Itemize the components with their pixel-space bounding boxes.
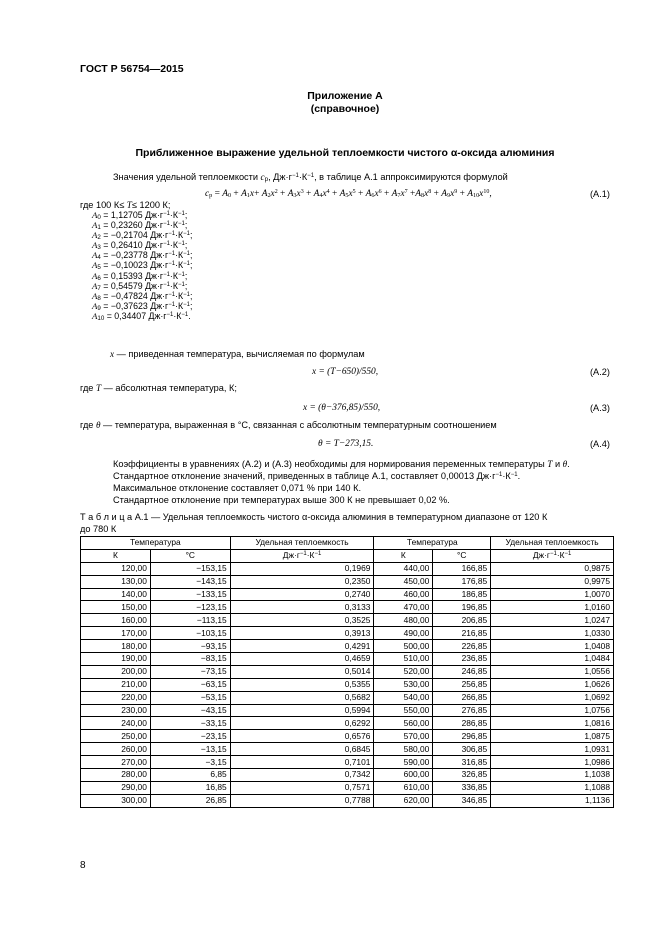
cell-temp-k-right: 470,00 [374, 601, 433, 614]
table-row [81, 562, 614, 575]
note-line-4: Стандартное отклонение при температурах выше 300 К не превышает 0,02 %. [113, 495, 450, 505]
cell-cp-left: 0,2740 [230, 588, 374, 601]
section-title: Приближенное выражение удельной теплоемкости чистого α-оксида алюминия [135, 147, 555, 159]
coefficient-end: ; [184, 220, 188, 231]
coefficient-index: 1 [97, 224, 101, 232]
range-post: ≤ 1200 К; [131, 200, 171, 210]
coefficient-end: ; [184, 280, 188, 291]
cell-temp-k-left: 290,00 [81, 781, 151, 794]
cell-temp-c-left: −103,15 [150, 627, 230, 640]
x-def-var: x [110, 349, 115, 359]
cell-temp-k-left: 230,00 [81, 704, 151, 717]
equation-a1-number: (А.1) [590, 189, 610, 199]
cell-cp-left: 0,7342 [230, 769, 374, 782]
cell-cp-left: 0,5014 [230, 665, 374, 678]
coefficient-row [92, 291, 192, 301]
coefficient-value: = 0,23260 Дж·г [100, 220, 164, 231]
equation-a3-number: (А.3) [590, 403, 610, 413]
cell-temp-k-left: 280,00 [81, 769, 151, 782]
coefficient-row [92, 230, 192, 240]
coefficient-end: ; [189, 260, 193, 271]
coefficient-row [92, 301, 192, 311]
cell-cp-left: 0,6576 [230, 730, 374, 743]
cell-temp-k-left: 300,00 [81, 794, 151, 807]
coefficient-row [92, 311, 192, 321]
cell-cp-right: 1,0756 [491, 704, 614, 717]
cell-temp-c-right: 226,85 [433, 640, 491, 653]
coefficient-value: = −0,47824 Дж·г [100, 290, 169, 301]
coefficient-unit-sup2: −1 [177, 241, 185, 248]
cell-temp-k-right: 520,00 [374, 665, 433, 678]
note1-and: и [552, 459, 563, 469]
coefficient-value: = 0,26410 Дж·г [100, 240, 164, 251]
th-unit-c-left: °С [150, 549, 230, 562]
cell-temp-c-right: 336,85 [433, 781, 491, 794]
cell-temp-k-right: 450,00 [374, 575, 433, 588]
coefficient-name: A [92, 300, 98, 311]
cell-temp-c-right: 286,85 [433, 717, 491, 730]
coefficient-name: A [92, 240, 98, 251]
table-row [81, 614, 614, 627]
coefficient-index: 0 [97, 214, 101, 221]
cell-temp-c-right: 256,85 [433, 678, 491, 691]
cell-temp-k-left: 240,00 [81, 717, 151, 730]
coefficient-unit-sup: −1 [168, 301, 176, 308]
cell-cp-right: 1,0626 [491, 678, 614, 691]
coefficient-unit-sup: −1 [168, 231, 176, 238]
appendix-title: Приложение А [307, 90, 383, 102]
cell-cp-right: 1,0931 [491, 743, 614, 756]
cell-temp-c-left: −33,15 [150, 717, 230, 730]
coefficient-end: ; [184, 270, 188, 281]
coefficient-index: 5 [97, 264, 101, 272]
cell-temp-c-left: −133,15 [150, 588, 230, 601]
coefficient-list [92, 210, 192, 321]
intro-pre: Значения удельной теплоемкости [113, 172, 261, 182]
cell-cp-right: 1,0692 [491, 691, 614, 704]
intro-mid: , Дж·г [268, 172, 292, 182]
intro-paragraph [113, 172, 508, 183]
cell-temp-c-left: −93,15 [150, 640, 230, 653]
coefficient-value: = 1,12705 Дж·г [100, 210, 164, 220]
range-var: T [126, 200, 132, 210]
cell-temp-k-right: 490,00 [374, 627, 433, 640]
range-pre: где 100 К≤ [80, 200, 127, 210]
coefficient-unit-k: ·К [175, 260, 184, 271]
cell-temp-k-right: 530,00 [374, 678, 433, 691]
cell-temp-c-left: −3,15 [150, 756, 230, 769]
note2-sup: −1 [495, 472, 503, 478]
coefficient-unit-sup: −1 [163, 281, 170, 288]
equation-a4: θ = T−273,15. [318, 439, 374, 449]
intro-sup2: −1 [307, 173, 315, 179]
cell-temp-c-left: −113,15 [150, 614, 230, 627]
cell-cp-left: 0,7101 [230, 756, 374, 769]
t-def-var: T [95, 383, 102, 393]
cell-cp-right: 1,0484 [491, 653, 614, 666]
cell-temp-k-right: 570,00 [374, 730, 433, 743]
cell-temp-k-right: 550,00 [374, 704, 433, 717]
coefficient-unit-sup2: −1 [177, 221, 185, 228]
coefficient-unit-sup: −1 [163, 271, 170, 278]
cell-temp-c-right: 166,85 [433, 562, 491, 575]
cell-temp-c-left: −143,15 [150, 575, 230, 588]
th-cp-left: Удельная теплоемкость [230, 537, 374, 550]
cell-cp-right: 0,9975 [491, 575, 614, 588]
cell-temp-c-left: −123,15 [150, 601, 230, 614]
coefficient-unit-k: ·К [169, 240, 178, 251]
coefficient-value: = 0,15393 Дж·г [100, 270, 164, 281]
coefficient-unit-sup2: −1 [183, 231, 190, 238]
cell-cp-left: 0,4659 [230, 653, 374, 666]
table-row [81, 601, 614, 614]
cell-cp-left: 0,1969 [230, 562, 374, 575]
x-definition [110, 349, 365, 360]
cell-temp-k-left: 180,00 [81, 640, 151, 653]
cell-temp-c-left: −53,15 [150, 691, 230, 704]
unit-cp-sup: −1 [299, 551, 307, 558]
theta-def-pre: где [80, 420, 96, 430]
unit-cp-text: Дж·г [282, 550, 300, 561]
cell-cp-right: 1,0986 [491, 756, 614, 769]
cell-temp-c-right: 246,85 [433, 665, 491, 678]
table-row [81, 627, 614, 640]
note1-end: . [567, 459, 570, 469]
coefficient-name: A [92, 230, 98, 241]
cell-cp-right: 1,0070 [491, 588, 614, 601]
note-line-1 [113, 459, 570, 470]
cell-temp-c-left: 26,85 [150, 794, 230, 807]
theta-def-post: — температура, выраженная в °С, связанная с абсолютным температурным соотношением [100, 420, 497, 430]
cell-temp-k-left: 210,00 [81, 678, 151, 691]
cell-temp-k-right: 560,00 [374, 717, 433, 730]
coefficient-unit-k: ·К [169, 270, 178, 281]
coefficient-name: A [92, 270, 98, 281]
coefficient-unit-sup2: −1 [183, 261, 190, 268]
th-temperature-right: Температура [374, 537, 491, 550]
coefficient-index: 4 [97, 254, 101, 262]
heat-capacity-table [80, 536, 614, 808]
cell-temp-c-right: 196,85 [433, 601, 491, 614]
cell-cp-left: 0,6292 [230, 717, 374, 730]
coefficient-unit-sup2: −1 [177, 271, 185, 278]
table-row [81, 743, 614, 756]
coefficient-name: A [92, 280, 98, 291]
cell-temp-c-left: −23,15 [150, 730, 230, 743]
page-number: 8 [80, 860, 86, 871]
cell-temp-k-left: 140,00 [81, 588, 151, 601]
table-body [81, 562, 614, 807]
table-row [81, 678, 614, 691]
th-unit-k-right: К [374, 549, 433, 562]
table-row [81, 575, 614, 588]
coefficient-row [92, 240, 192, 250]
cell-temp-c-right: 296,85 [433, 730, 491, 743]
coefficient-index: 7 [97, 284, 101, 292]
coefficient-unit-k: ·К [175, 230, 184, 241]
cell-cp-right: 1,1088 [491, 781, 614, 794]
coefficient-unit-sup2: −1 [177, 281, 185, 288]
cell-temp-k-right: 620,00 [374, 794, 433, 807]
th-unit-k-left: К [81, 549, 151, 562]
cell-temp-k-left: 190,00 [81, 653, 151, 666]
cell-cp-right: 1,1136 [491, 794, 614, 807]
note2-text: Стандартное отклонение значений, приведенных в таблице А.1, составляет 0,00013 Дж·г [113, 471, 496, 481]
coefficient-row [92, 271, 192, 281]
cell-temp-k-right: 460,00 [374, 588, 433, 601]
equation-a3: x = (θ−376,85)/550, [303, 403, 381, 413]
note2-k: ·К [502, 471, 511, 481]
coefficient-row [92, 220, 192, 230]
unit-cp-k: ·К [306, 550, 315, 561]
cell-temp-k-left: 120,00 [81, 562, 151, 575]
cell-cp-left: 0,7788 [230, 794, 374, 807]
cell-temp-k-right: 590,00 [374, 756, 433, 769]
coefficient-unit-k: ·К [169, 210, 178, 220]
equation-a1: $c_p = A_0 + A_1x+ A_2x^2 + A_3x^3 + A_4x^4 + A_5x^5 + A_6x^6 + A_7x^7 +A_8x^8 + A_9x^9 + A_{10}x^{10}$, [205, 189, 492, 199]
coefficient-unit-sup2: −1 [183, 301, 190, 308]
theta-definition [80, 420, 497, 431]
th-unit-c-right: °С [433, 549, 491, 562]
coefficient-end: ; [189, 290, 193, 301]
unit-cp-sup2: −1 [564, 551, 572, 558]
cell-temp-c-left: 6,85 [150, 769, 230, 782]
coefficient-value: = −0,21704 Дж·г [100, 230, 169, 241]
coefficient-value: = 0,34407 Дж·г [104, 310, 167, 321]
cell-cp-right: 1,0875 [491, 730, 614, 743]
table-row [81, 704, 614, 717]
cell-cp-left: 0,3133 [230, 601, 374, 614]
coefficient-value: = −0,37623 Дж·г [100, 300, 169, 311]
cell-cp-right: 1,0247 [491, 614, 614, 627]
t-definition [80, 383, 237, 394]
coefficient-unit-k: ·К [175, 300, 184, 311]
note2-end: . [517, 471, 521, 481]
unit-cp-sup: −1 [549, 551, 557, 558]
coefficient-unit-k: ·К [175, 250, 184, 261]
coefficient-index: 3 [97, 244, 101, 252]
cell-temp-k-left: 270,00 [81, 756, 151, 769]
cell-temp-c-right: 306,85 [433, 743, 491, 756]
cell-temp-k-left: 260,00 [81, 743, 151, 756]
cell-cp-left: 0,3525 [230, 614, 374, 627]
cell-temp-c-right: 216,85 [433, 627, 491, 640]
cell-temp-c-right: 316,85 [433, 756, 491, 769]
cell-cp-left: 0,2350 [230, 575, 374, 588]
coefficient-unit-sup: −1 [168, 291, 176, 298]
th-unit-cp-right [491, 549, 614, 562]
coefficient-unit-sup: −1 [163, 211, 170, 217]
coefficient-unit-sup2: −1 [177, 211, 185, 217]
cell-cp-left: 0,5682 [230, 691, 374, 704]
intro-var-sub: p [264, 176, 269, 183]
cell-temp-c-left: −13,15 [150, 743, 230, 756]
cell-temp-c-left: −73,15 [150, 665, 230, 678]
appendix-heading [80, 90, 610, 116]
coefficient-row [92, 260, 192, 270]
unit-cp-text: Дж·г [532, 550, 550, 561]
cell-temp-c-right: 346,85 [433, 794, 491, 807]
cell-cp-left: 0,7571 [230, 781, 374, 794]
x-def-text: — приведенная температура, вычисляемая по формулам [114, 349, 365, 359]
coefficient-unit-k: ·К [175, 290, 184, 301]
cell-temp-k-left: 150,00 [81, 601, 151, 614]
coefficient-unit-sup: −1 [168, 261, 176, 268]
cell-temp-c-left: 16,85 [150, 781, 230, 794]
coefficient-unit-sup: −1 [163, 221, 170, 228]
cell-temp-c-right: 266,85 [433, 691, 491, 704]
table-row [81, 794, 614, 807]
cell-cp-left: 0,4291 [230, 640, 374, 653]
cell-temp-k-right: 610,00 [374, 781, 433, 794]
cell-temp-k-right: 600,00 [374, 769, 433, 782]
coefficient-unit-sup: −1 [166, 311, 174, 318]
coefficient-value: = −0,10023 Дж·г [100, 260, 169, 271]
cell-temp-k-right: 540,00 [374, 691, 433, 704]
table-row [81, 730, 614, 743]
coefficient-index: 2 [97, 234, 101, 242]
coefficient-end: . [188, 310, 191, 321]
cell-cp-right: 1,0556 [491, 665, 614, 678]
th-cp-right: Удельная теплоемкость [491, 537, 614, 550]
coefficient-name: A [92, 220, 98, 231]
coefficient-end: ; [189, 230, 193, 241]
cell-temp-k-right: 510,00 [374, 653, 433, 666]
cell-temp-k-right: 440,00 [374, 562, 433, 575]
cell-temp-c-left: −43,15 [150, 704, 230, 717]
cell-cp-right: 1,1038 [491, 769, 614, 782]
coefficient-name: A [92, 310, 98, 321]
coefficient-row [92, 210, 192, 220]
coefficient-name: A [92, 260, 98, 271]
coefficient-end: ; [184, 210, 188, 220]
intro-var: c [260, 172, 265, 182]
table-row [81, 653, 614, 666]
coefficient-unit-k: ·К [169, 220, 178, 231]
note1-pre: Коэффициенты в уравнениях (А.2) и (А.3) необходимы для нормирования переменных температуры [113, 459, 548, 469]
cell-cp-left: 0,5994 [230, 704, 374, 717]
note1-theta: θ [562, 459, 568, 469]
cell-temp-c-right: 186,85 [433, 588, 491, 601]
th-temperature-left: Температура [81, 537, 231, 550]
cell-temp-k-left: 130,00 [81, 575, 151, 588]
coefficient-name: A [92, 210, 98, 220]
equation-a2: x = (T−650)/550, [312, 367, 379, 377]
cell-temp-c-left: −63,15 [150, 678, 230, 691]
cell-temp-c-right: 206,85 [433, 614, 491, 627]
table-row [81, 640, 614, 653]
coefficient-unit-sup2: −1 [183, 251, 190, 258]
coefficient-index: 8 [97, 294, 101, 302]
coefficient-index: 10 [97, 314, 105, 322]
table-row [81, 691, 614, 704]
cell-temp-k-right: 480,00 [374, 614, 433, 627]
cell-temp-k-left: 250,00 [81, 730, 151, 743]
cell-temp-c-right: 236,85 [433, 653, 491, 666]
coefficient-name: A [92, 290, 98, 301]
th-unit-cp-left [230, 549, 374, 562]
equation-a4-number: (А.4) [590, 439, 610, 449]
cell-cp-right: 1,0330 [491, 627, 614, 640]
theta-def-var: θ [95, 420, 101, 430]
intro-sup1: −1 [291, 173, 299, 179]
coefficient-row [92, 281, 192, 291]
cell-cp-left: 0,6845 [230, 743, 374, 756]
note-line-2 [113, 471, 520, 482]
coefficient-unit-sup: −1 [168, 251, 176, 258]
cell-temp-k-left: 160,00 [81, 614, 151, 627]
coefficient-unit-k: ·К [169, 280, 178, 291]
coefficient-unit-sup: −1 [163, 241, 170, 248]
table-row [81, 781, 614, 794]
table-row [81, 756, 614, 769]
table-row [81, 588, 614, 601]
coefficient-end: ; [184, 240, 188, 251]
unit-cp-k: ·К [556, 550, 565, 561]
cell-temp-c-left: −153,15 [150, 562, 230, 575]
table-caption-line-1: Т а б л и ц а А.1 — Удельная теплоемкость чистого α-оксида алюминия в температурном диапазоне от 120 К [80, 512, 548, 522]
cell-cp-right: 1,0160 [491, 601, 614, 614]
t-def-post: — абсолютная температура, К; [101, 383, 237, 393]
t-def-pre: где [80, 383, 96, 393]
cell-temp-c-right: 276,85 [433, 704, 491, 717]
coefficient-value: = −0,23778 Дж·г [100, 250, 169, 261]
coefficient-row [92, 250, 192, 260]
equation-a2-number: (А.2) [590, 367, 610, 377]
table-row [81, 717, 614, 730]
cell-temp-k-right: 500,00 [374, 640, 433, 653]
table-header-row-groups [81, 537, 614, 550]
coefficient-unit-sup2: −1 [181, 311, 189, 318]
note2-sup2: −1 [510, 472, 518, 478]
standard-header: ГОСТ Р 56754—2015 [80, 63, 184, 75]
cell-cp-left: 0,5355 [230, 678, 374, 691]
intro-k: ·К [298, 172, 308, 182]
cell-temp-k-left: 220,00 [81, 691, 151, 704]
cell-temp-k-right: 580,00 [374, 743, 433, 756]
table-caption-line-2: до 780 К [80, 524, 117, 534]
coefficient-unit-sup2: −1 [183, 291, 190, 298]
cell-temp-c-right: 326,85 [433, 769, 491, 782]
coefficient-end: ; [189, 300, 193, 311]
note1-t: T [547, 459, 553, 469]
coefficient-value: = 0,54579 Дж·г [100, 280, 164, 291]
table-row [81, 665, 614, 678]
table-row [81, 769, 614, 782]
appendix-subtitle: (справочное) [310, 103, 380, 115]
coefficient-index: 6 [97, 274, 101, 282]
intro-post: , в таблице А.1 аппроксимируются формулой [314, 172, 508, 182]
note-line-3: Максимальное отклонение составляет 0,071 % при 140 К. [113, 483, 362, 493]
coefficient-name: A [92, 250, 98, 261]
unit-cp-sup2: −1 [314, 551, 322, 558]
cell-temp-k-left: 170,00 [81, 627, 151, 640]
cell-temp-c-left: −83,15 [150, 653, 230, 666]
table-header-row-units [81, 549, 614, 562]
cell-cp-left: 0,3913 [230, 627, 374, 640]
coefficient-end: ; [189, 250, 193, 261]
coefficient-index: 9 [97, 304, 101, 312]
coefficient-unit-k: ·К [173, 310, 182, 321]
cell-temp-k-left: 200,00 [81, 665, 151, 678]
cell-temp-c-right: 176,85 [433, 575, 491, 588]
cell-cp-right: 1,0816 [491, 717, 614, 730]
cell-cp-right: 1,0408 [491, 640, 614, 653]
cell-cp-right: 0,9875 [491, 562, 614, 575]
